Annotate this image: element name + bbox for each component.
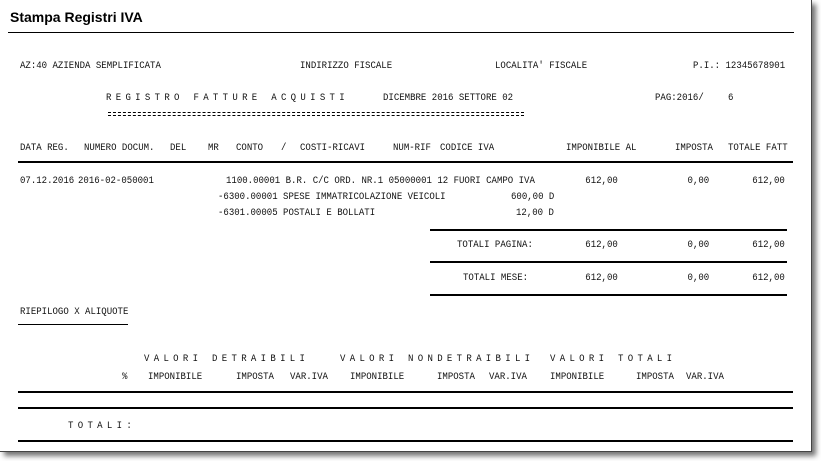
riepilogo-header: IMPOSTA (636, 371, 674, 383)
col-slash: / (281, 142, 287, 154)
col-codice-iva: CODICE IVA (440, 142, 495, 154)
totali-mese-label: TOTALI MESE: (463, 272, 529, 284)
riepilogo-header: IMPONIBILE (350, 371, 405, 383)
riepilogo-totali-label: TOTALI: (68, 420, 137, 432)
group-non-detraibili: VALORI NONDETRAIBILI (340, 353, 535, 365)
entry-imposta: 0,00 (687, 175, 709, 187)
entry-sub-amount: 12,00 D (516, 207, 554, 219)
col-costi-ricavi: COSTI-RICAVI (300, 142, 366, 154)
page-label: PAG:2016/ (655, 92, 704, 104)
riepilogo-header: IMPONIBILE (148, 371, 203, 383)
entry-imponibile: 612,00 (585, 175, 618, 187)
riepilogo-rule-2 (18, 407, 793, 409)
riepilogo-title-underline (18, 324, 128, 325)
register-period: DICEMBRE 2016 SETTORE 02 (383, 92, 514, 104)
address-label: INDIRIZZO FISCALE (300, 60, 393, 72)
totali-mese-imponibile: 612,00 (585, 272, 618, 284)
entry-sub-line: -6301.00005 POSTALI E BOLLATI (218, 207, 376, 219)
riepilogo-header: IMPONIBILE (550, 371, 605, 383)
register-title-underline-2 (108, 115, 524, 116)
group-detraibili: VALORI DETRAIBILI (144, 353, 310, 365)
register-title-underline-1 (108, 112, 524, 113)
riepilogo-header: VAR.IVA (290, 371, 328, 383)
col-del: DEL (170, 142, 187, 154)
group-totali: VALORI TOTALI (550, 353, 677, 365)
col-mr: MR (208, 142, 219, 154)
totali-pagina-imponibile: 612,00 (585, 239, 618, 251)
totali-pagina-top-rule (430, 229, 787, 231)
col-totale: TOTALE FATT (728, 142, 788, 154)
riepilogo-header: VAR.IVA (489, 371, 527, 383)
entry-sub-amount: 600,00 D (511, 191, 555, 203)
totali-mese-totale: 612,00 (752, 272, 785, 284)
entry-date: 07.12.2016 (20, 175, 75, 187)
col-num-rif: NUM-RIF (393, 142, 431, 154)
totali-pagina-label: TOTALI PAGINA: (457, 239, 533, 251)
locality-label: LOCALITA' FISCALE (495, 60, 588, 72)
riepilogo-title: RIEPILOGO X ALIQUOTE (20, 306, 129, 318)
col-imponibile: IMPONIBILE AL (566, 142, 637, 154)
riepilogo-percent: % (122, 371, 128, 383)
riepilogo-header: VAR.IVA (686, 371, 724, 383)
page-number: 6 (728, 92, 734, 104)
col-imposta: IMPOSTA (675, 142, 713, 154)
totali-pagina-bottom-rule (430, 261, 787, 263)
register-title: REGISTRO FATTURE ACQUISTI (106, 92, 349, 104)
riepilogo-bottom-rule (18, 440, 793, 442)
title-underline (8, 32, 794, 33)
riepilogo-rule-1 (18, 391, 793, 393)
vat-number: P.I.: 12345678901 (692, 60, 785, 72)
col-conto: CONTO (236, 142, 264, 154)
totali-pagina-imposta: 0,00 (687, 239, 709, 251)
totali-mese-imposta: 0,00 (687, 272, 709, 284)
col-numero-docum: NUMERO DOCUM. (84, 142, 155, 154)
riepilogo-header: IMPOSTA (437, 371, 475, 383)
document-title: Stampa Registri IVA (10, 9, 143, 25)
totali-pagina-totale: 612,00 (752, 239, 785, 251)
columns-rule (18, 161, 793, 163)
company-name: AZ:40 AZIENDA SEMPLIFICATA (20, 60, 161, 72)
riepilogo-header: IMPOSTA (236, 371, 274, 383)
col-data-reg: DATA REG. (20, 142, 69, 154)
entry-main-line: 1100.00001 B.R. C/C ORD. NR.1 05000001 12 FUORI CAMPO IVA (226, 175, 535, 187)
totali-mese-bottom-rule (430, 294, 787, 296)
entry-sub-line: -6300.00001 SPESE IMMATRICOLAZIONE VEICOLI (218, 191, 446, 203)
entry-totale: 612,00 (752, 175, 785, 187)
entry-doc-number: 2016-02-050001 (78, 175, 154, 187)
